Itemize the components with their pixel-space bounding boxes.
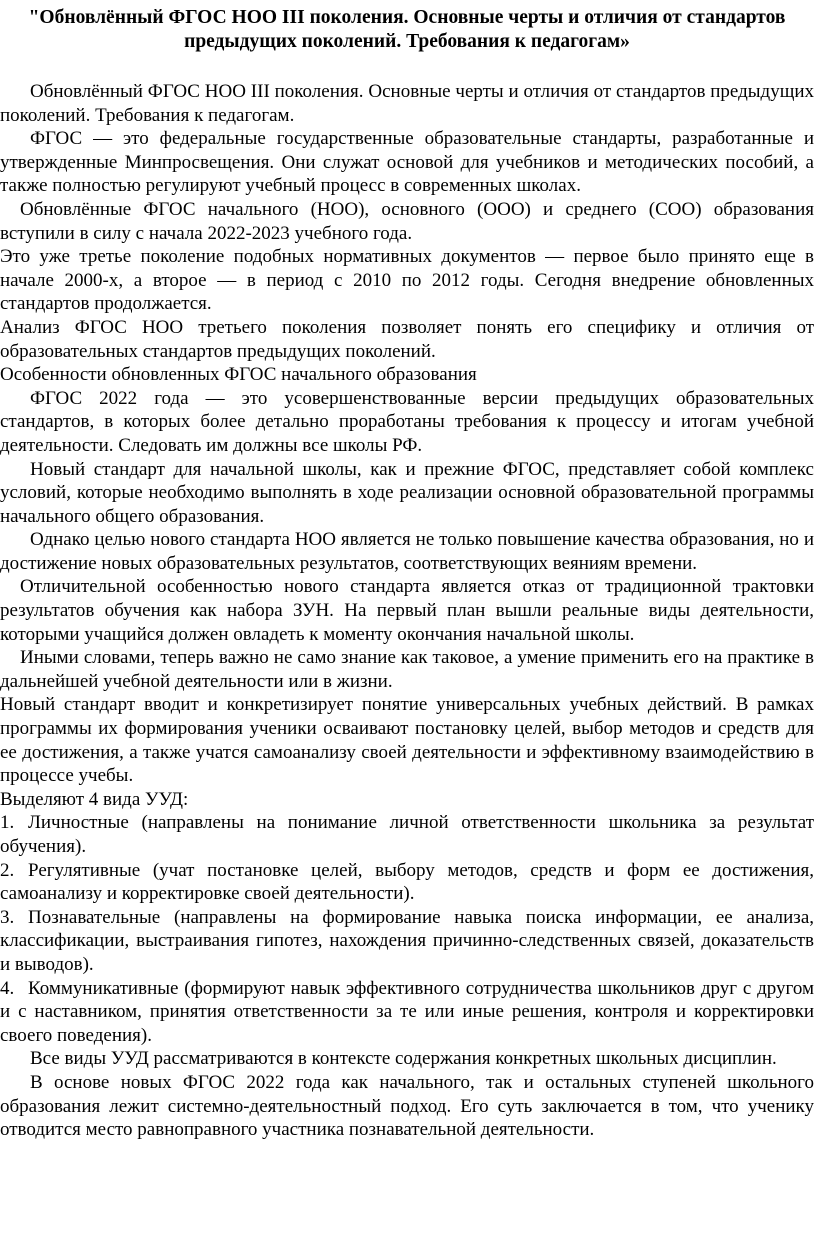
uud-list: [0, 811, 814, 1047]
list-item-number: 2.: [0, 859, 15, 881]
list-item-number: 3.: [0, 906, 15, 928]
list-item-text: Коммуникативные (формируют навык эффективного сотрудничества школьников друг с другом и с наставником, принятия ответственности за те или иные решения, контроля и корректировки своего поведения).: [0, 977, 814, 1046]
document-title: "Обновлённый ФГОС НОО III поколения. Основные черты и отличия от стандартов предыдущих поколений. Требования к педагогам»: [28, 7, 786, 52]
paragraph-uud-context: Все виды УУД рассматриваются в контексте содержания конкретных школьных дисциплин.: [30, 1048, 777, 1070]
document-page: [0, 6, 814, 1142]
paragraph-effective-date: Обновлённые ФГОС начального (НОО), основного (ООО) и среднего (СОО) образования вступили в силу с начала 2022-2023 учебного года.: [0, 198, 814, 244]
paragraph-uud: Новый стандарт вводит и конкретизирует понятие универсальных учебных действий. В рамках программы их формирования ученики осваивают постановку целей, выбор методов и средств для ее достижения, а также учатся самоанализу своей деятельности и эффективному взаимодействию в процессе учебы.: [0, 694, 814, 787]
paragraph-fgos-2022: ФГОС 2022 года — это усовершенствованные версии предыдущих образовательных стандартов, в которых более детально проработаны требования к процессу и итогам учебной деятельности. Следовать им должны все школы РФ.: [0, 387, 814, 456]
document-body: [0, 80, 814, 1142]
list-item: [0, 811, 814, 858]
paragraph-distinctive-feature: Отличительной особенностью нового стандарта является отказ от традиционной трактовки результатов обучения как набора ЗУН. На первый план вышли реальные виды деятельности, которыми учащийся должен овладеть к моменту окончания начальной школы.: [0, 576, 814, 645]
list-item-number: 4.: [0, 977, 15, 999]
paragraph-uud-types: Выделяют 4 вида УУД:: [0, 788, 189, 810]
list-item-text: Регулятивные (учат постановке целей, выбору методов, средств и форм ее достижения, самоанализу и корректировке своей деятельности).: [0, 859, 814, 905]
paragraph-goal: Однако целью нового стандарта НОО является не только повышение качества образования, но и достижение новых образовательных результатов, соответствующих веяниям времени.: [0, 529, 814, 574]
list-item-text: Личностные (направлены на понимание личной ответственности школьника за результат обучения).: [0, 812, 814, 857]
list-item-text: Познавательные (направлены на формирование навыка поиска информации, ее анализа, классификации, выстраивания гипотез, нахождения причинно-следственных связей, доказательств и выводов).: [0, 906, 814, 975]
paragraph-in-other-words: Иными словами, теперь важно не само знание как таковое, а умение применить его на практике в дальнейшей учебной деятельности или в жизни.: [0, 647, 814, 692]
list-item: [0, 906, 814, 977]
paragraph-fgos-definition: ФГОС — это федеральные государственные образовательные стандарты, разработанные и утвержденные Минпросвещения. Они служат основой для учебников и методических пособий, а также полностью регулируют учебный процесс в современных школах.: [0, 128, 814, 197]
list-item: [0, 977, 814, 1048]
paragraph-generations: Это уже третье поколение подобных нормативных документов — первое было принято еще в начале 2000-х, а второе — в период с 2010 по 2012 годы. Сегодня внедрение обновленных стандартов продолжается.: [0, 246, 814, 315]
paragraph-analysis: Анализ ФГОС НОО третьего поколения позволяет понять его специфику и отличия от образовательных стандартов предыдущих поколений.: [0, 316, 814, 362]
list-item-number: 1.: [0, 812, 15, 834]
paragraph-new-standard: Новый стандарт для начальной школы, как и прежние ФГОС, представляет собой комплекс условий, которые необходимо выполнять в ходе реализации основной образовательной программы начального общего образования.: [0, 458, 814, 527]
section-heading: Особенности обновленных ФГОС начального образования: [0, 364, 477, 386]
paragraph-system-approach: В основе новых ФГОС 2022 года как начального, так и остальных ступеней школьного образования лежит системно-деятельностный подход. Его суть заключается в том, что ученику отводится место равноправного участника познавательной деятельности.: [0, 1071, 814, 1141]
paragraph-intro: Обновлённый ФГОС НОО III поколения. Основные черты и отличия от стандартов предыдущих поколений. Требования к педагогам.: [0, 81, 814, 126]
list-item: [0, 859, 814, 906]
